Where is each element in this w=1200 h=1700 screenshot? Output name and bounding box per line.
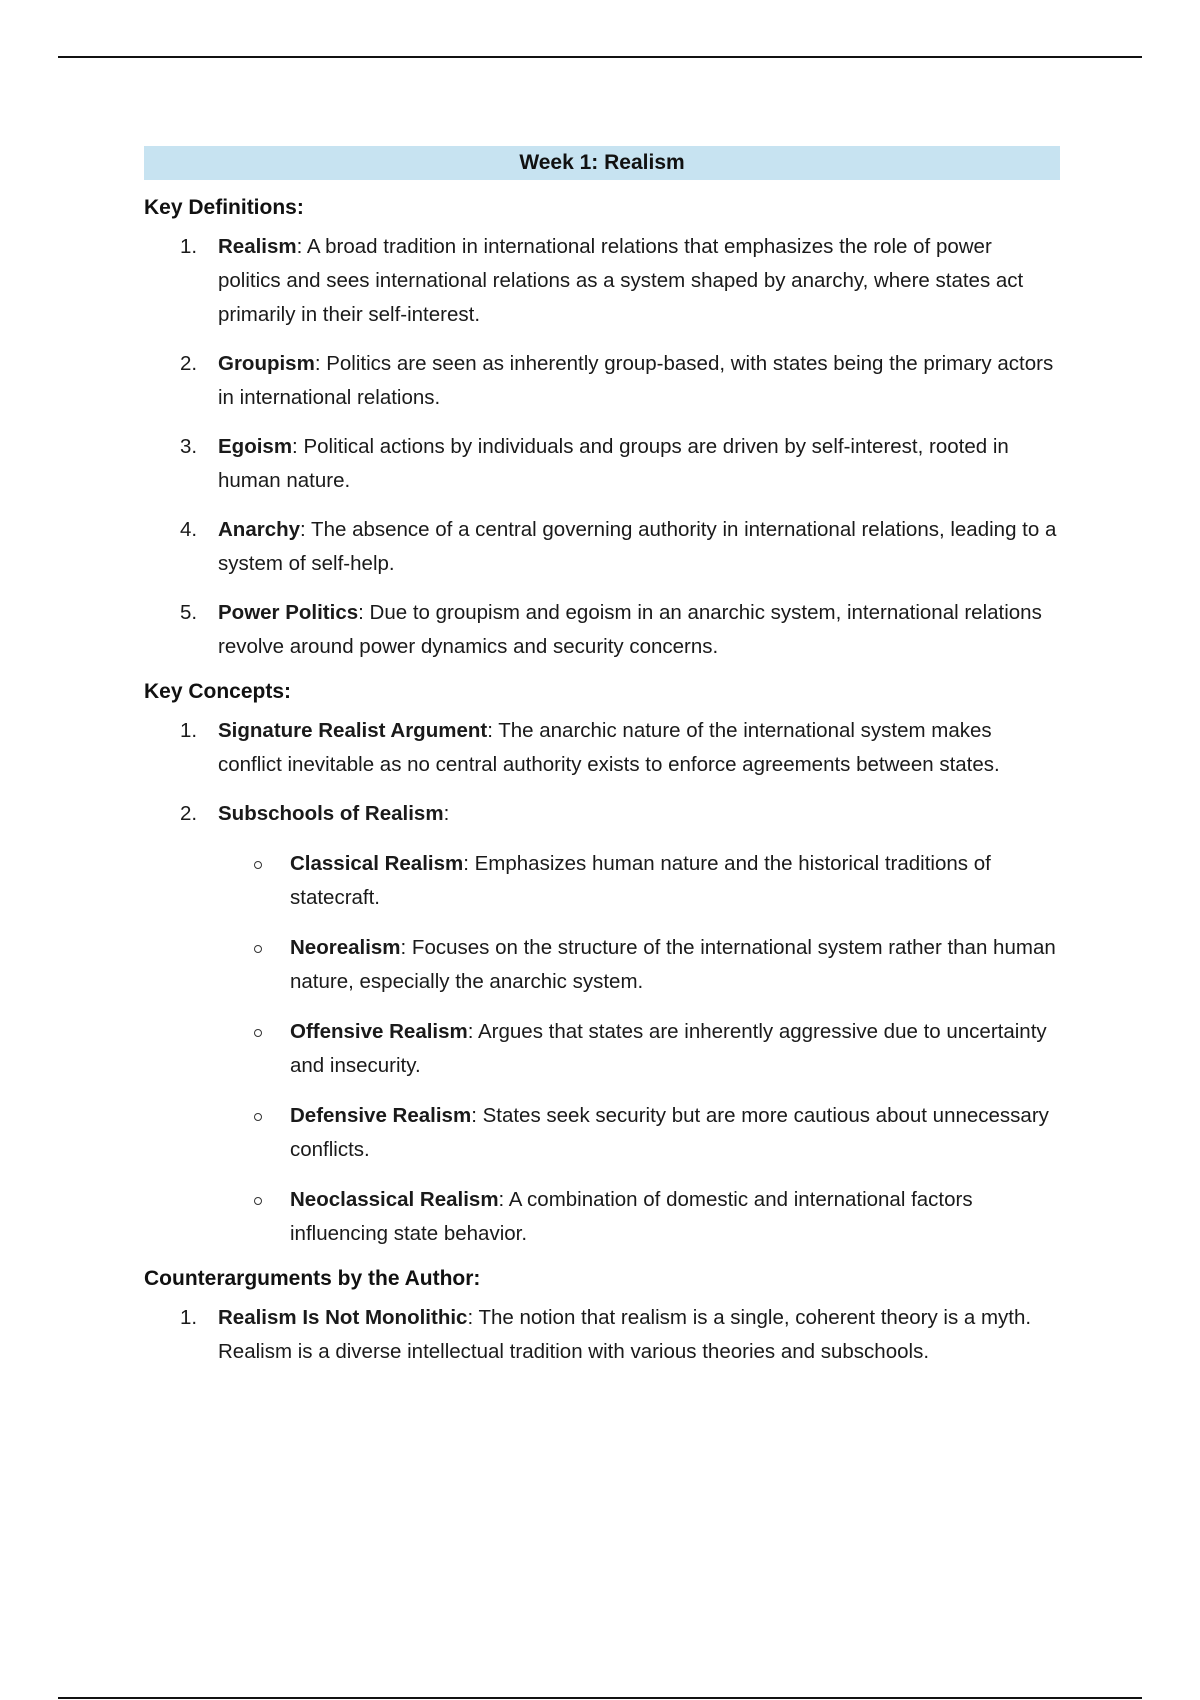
item-text: : The anarchic nature of the international system makes conflict inevitable as no central authority exists to enforce agreements between states.: [218, 719, 1000, 776]
sub-item-term: Offensive Realism: [290, 1020, 468, 1043]
counterarguments-list: [144, 1301, 1060, 1369]
subschools-list: [218, 847, 1060, 1251]
sub-list-item: [218, 931, 1060, 999]
concepts-heading: Key Concepts:: [144, 680, 292, 703]
circle-bullet-icon: [254, 861, 262, 869]
concepts-list: [144, 714, 1060, 1251]
list-item: [144, 513, 1060, 581]
sub-list-item: [218, 1015, 1060, 1083]
item-text: : Political actions by individuals and groups are driven by self-interest, rooted in human nature.: [218, 435, 1009, 492]
sub-item-term: Neoclassical Realism: [290, 1188, 499, 1211]
sub-item-term: Neorealism: [290, 936, 401, 959]
item-term: Egoism: [218, 435, 293, 458]
sub-item-text: : States seek security but are more cautious about unnecessary conflicts.: [290, 1104, 1049, 1161]
item-number: 1.: [180, 719, 198, 742]
item-text: : The absence of a central governing authority in international relations, leading to a system of self-help.: [218, 518, 1057, 575]
item-text: : Due to groupism and egoism in an anarchic system, international relations revolve around power dynamics and security concerns.: [218, 601, 1042, 658]
sub-item-text: : Emphasizes human nature and the historical traditions of statecraft.: [290, 852, 991, 909]
sub-item-text: : Argues that states are inherently aggressive due to uncertainty and insecurity.: [290, 1020, 1047, 1077]
item-term: Signature Realist Argument: [218, 719, 488, 742]
sub-item-text: : A combination of domestic and international factors influencing state behavior.: [290, 1188, 973, 1245]
circle-bullet-icon: [254, 945, 262, 953]
item-term: Anarchy: [218, 518, 301, 541]
item-number: 3.: [180, 435, 198, 458]
item-number: 1.: [180, 1306, 198, 1329]
list-item: [144, 714, 1060, 782]
top-rule: [58, 56, 1142, 58]
list-item: [144, 347, 1060, 415]
item-number: 2.: [180, 352, 198, 375]
sub-item-term: Defensive Realism: [290, 1104, 472, 1127]
item-term: Realism: [218, 235, 297, 258]
page-title: Week 1: Realism: [144, 146, 1060, 180]
definitions-list: [144, 230, 1060, 664]
sub-list-item: [218, 1099, 1060, 1167]
list-item: [144, 430, 1060, 498]
item-text: :: [443, 802, 450, 825]
item-text: : A broad tradition in international relations that emphasizes the role of power politics and sees international relations as a system shaped by anarchy, where states act primarily in their self-interest.: [218, 235, 1024, 326]
list-item: [144, 797, 1060, 1251]
item-number: 1.: [180, 235, 198, 258]
circle-bullet-icon: [254, 1113, 262, 1121]
item-number: 4.: [180, 518, 198, 541]
item-term: Subschools of Realism: [218, 802, 444, 825]
sub-item-text: : Focuses on the structure of the international system rather than human nature, especially the anarchic system.: [290, 936, 1056, 993]
item-term: Groupism: [218, 352, 315, 375]
item-text: : Politics are seen as inherently group-based, with states being the primary actors in international relations.: [218, 352, 1054, 409]
sub-item-term: Classical Realism: [290, 852, 464, 875]
circle-bullet-icon: [254, 1197, 262, 1205]
circle-bullet-icon: [254, 1029, 262, 1037]
item-number: 5.: [180, 601, 198, 624]
document-page: [144, 146, 1060, 1384]
list-item: [144, 1301, 1060, 1369]
list-item: [144, 230, 1060, 332]
bottom-rule: [58, 1697, 1142, 1699]
definitions-heading: Key Definitions:: [144, 196, 304, 219]
item-text: : The notion that realism is a single, coherent theory is a myth. Realism is a diverse intellectual tradition with various theories and subschools.: [218, 1306, 1032, 1363]
list-item: [144, 596, 1060, 664]
counterarguments-heading: Counterarguments by the Author:: [144, 1267, 481, 1290]
item-term: Power Politics: [218, 601, 359, 624]
sub-list-item: [218, 1183, 1060, 1251]
item-term: Realism Is Not Monolithic: [218, 1306, 468, 1329]
sub-list-item: [218, 847, 1060, 915]
item-number: 2.: [180, 802, 198, 825]
